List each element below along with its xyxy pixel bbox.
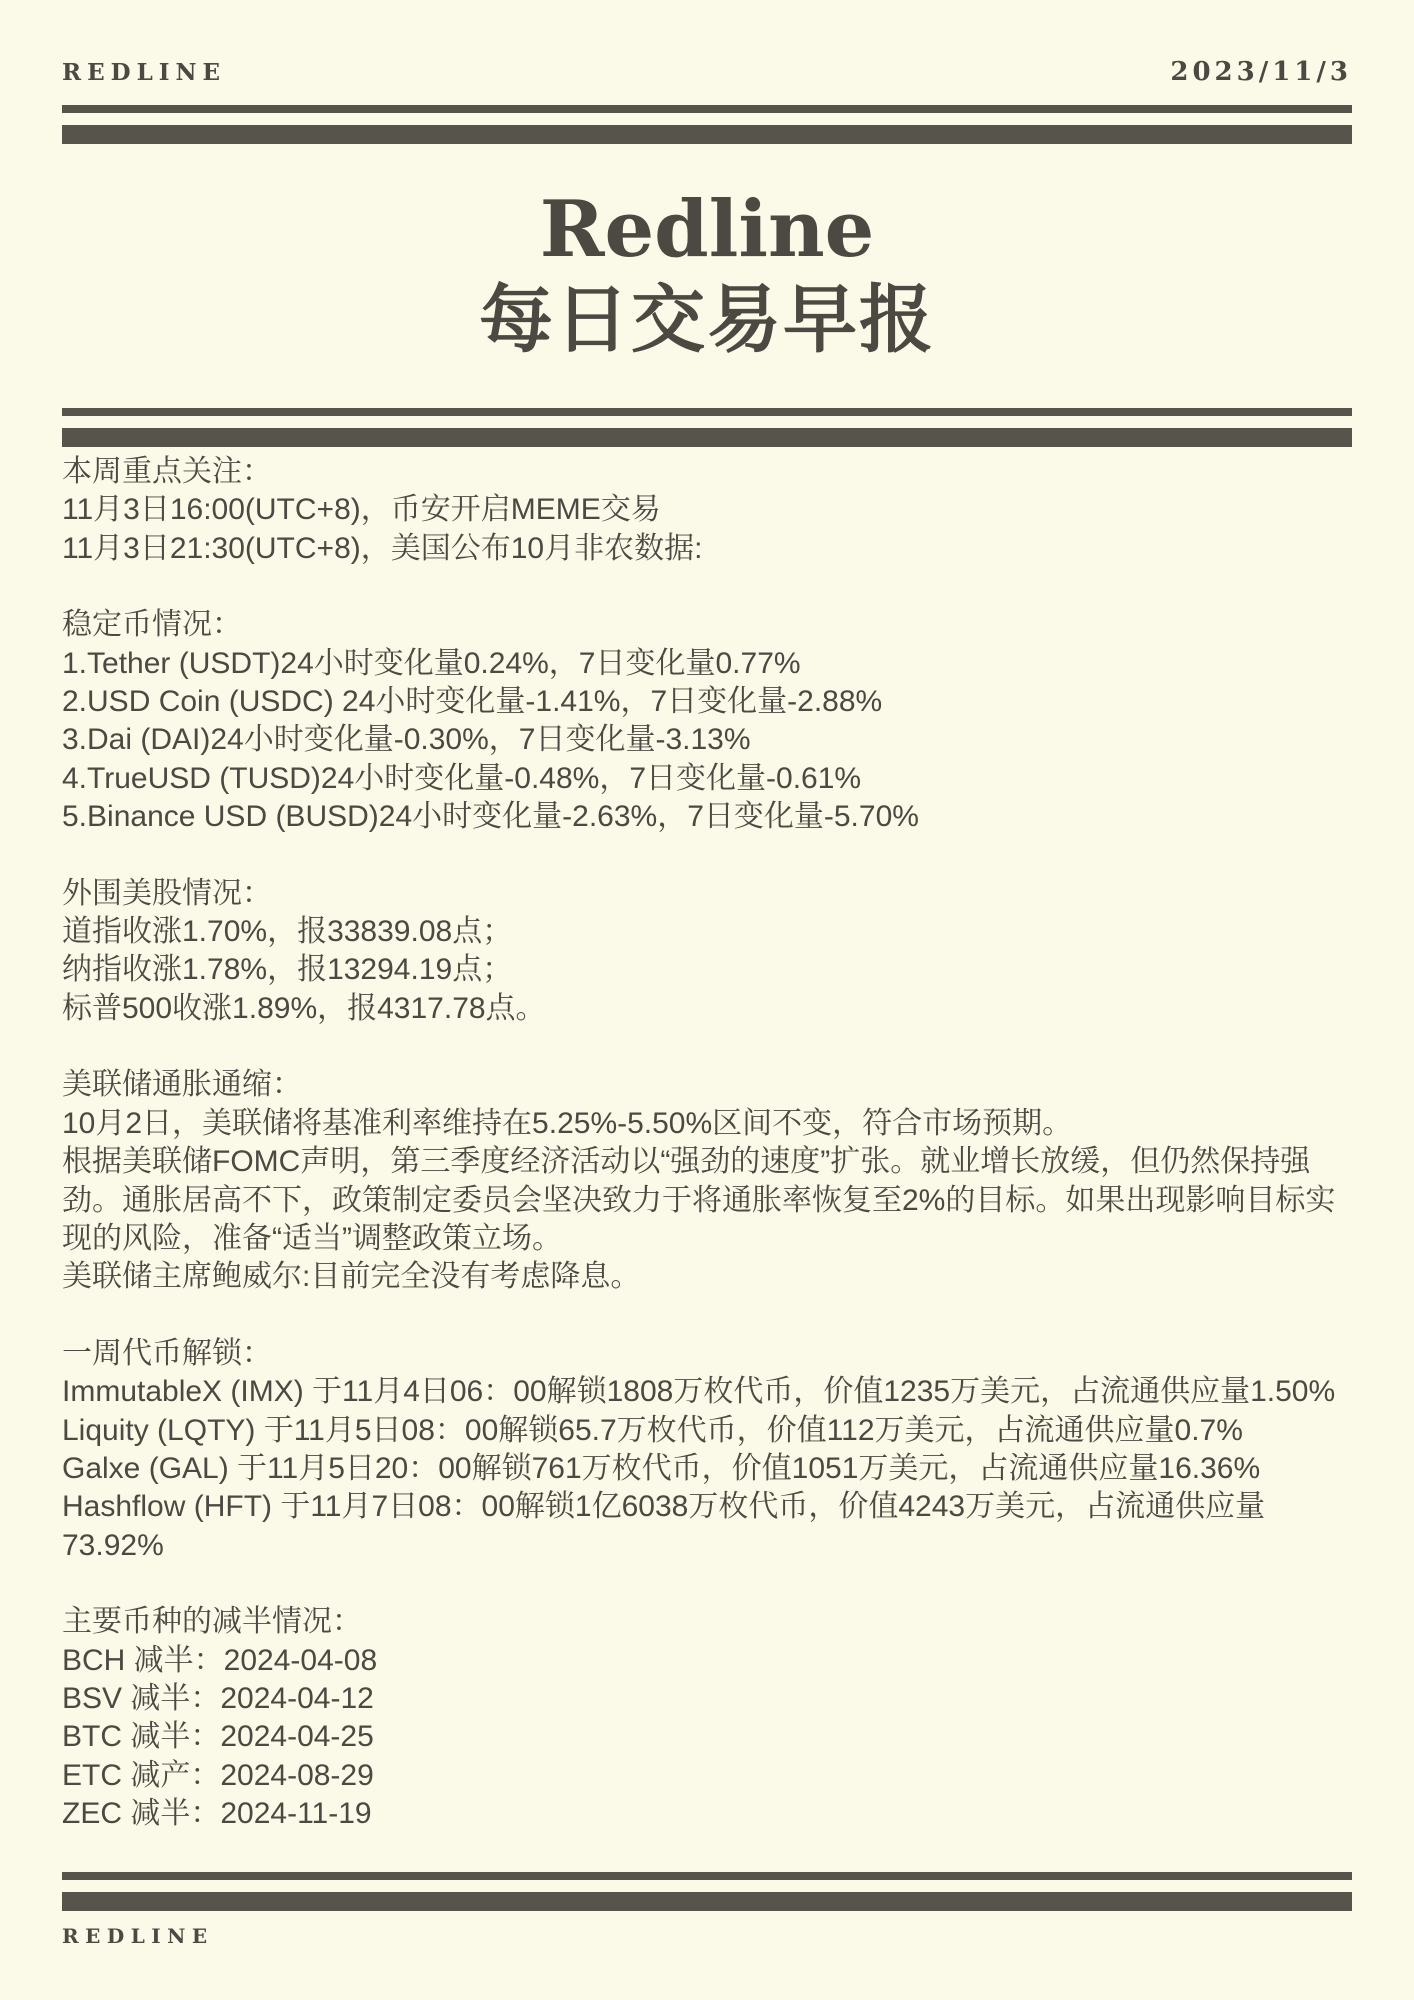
section-line: 1.Tether (USDT)24小时变化量0.24%，7日变化量0.77% bbox=[62, 646, 801, 680]
section-line: 5.Binance USD (BUSD)24小时变化量-2.63%，7日变化量-5.70% bbox=[62, 800, 919, 834]
footer-brand: REDLINE bbox=[62, 1923, 214, 1948]
divider-bottom-thick bbox=[62, 1892, 1352, 1911]
masthead-brand: REDLINE bbox=[62, 59, 227, 86]
section-line: 4.TrueUSD (TUSD)24小时变化量-0.48%，7日变化量-0.61% bbox=[62, 761, 862, 795]
section-heading: 美联储通胀通缩： bbox=[62, 1068, 302, 1102]
section-stablecoins bbox=[62, 606, 1352, 836]
section-line: Hashflow (HFT) 于11月7日08：00解锁1亿6038万枚代币，价值4243万美元，占流通供应量73.92% bbox=[62, 1490, 1266, 1562]
section-line: 标普500收涨1.89%，报4317.78点。 bbox=[62, 991, 546, 1025]
section-heading: 外围美股情况： bbox=[62, 876, 272, 910]
section-line: ETC 减产：2024-08-29 bbox=[62, 1758, 374, 1792]
section-line: ImmutableX (IMX) 于11月4日06：00解锁1808万枚代币，价值1235万美元，占流通供应量1.50% bbox=[62, 1375, 1336, 1409]
section-token-unlocks bbox=[62, 1335, 1352, 1565]
divider-mid-thin bbox=[62, 408, 1352, 416]
section-line: Galxe (GAL) 于11月5日20：00解锁761万枚代币，价值1051万美元，占流通供应量16.36% bbox=[62, 1451, 1261, 1485]
divider-top-thin bbox=[62, 105, 1352, 113]
section-line: 11月3日21:30(UTC+8)，美国公布10月非农数据: bbox=[62, 531, 703, 565]
section-line: BCH 减半：2024-04-08 bbox=[62, 1643, 378, 1677]
report-body bbox=[62, 453, 1352, 1834]
section-heading: 主要币种的减半情况： bbox=[62, 1605, 362, 1639]
section-halvings bbox=[62, 1603, 1352, 1833]
section-line: Liquity (LQTY) 于11月5日08：00解锁65.7万枚代币，价值112万美元，占流通供应量0.7% bbox=[62, 1413, 1243, 1447]
section-line: 2.USD Coin (USDC) 24小时变化量-1.41%，7日变化量-2.88% bbox=[62, 685, 883, 719]
section-line: 道指收涨1.70%，报33839.08点； bbox=[62, 915, 513, 949]
section-fed-inflation bbox=[62, 1066, 1352, 1296]
section-heading: 本周重点关注： bbox=[62, 455, 272, 488]
section-us-stocks bbox=[62, 875, 1352, 1029]
divider-mid-thick bbox=[62, 428, 1352, 447]
issue-date: 2023/11/3 bbox=[1170, 57, 1352, 87]
section-line: 10月2日，美联储将基准利率维持在5.25%-5.50%区间不变，符合市场预期。 bbox=[62, 1106, 1073, 1140]
section-line: 3.Dai (DAI)24小时变化量-0.30%，7日变化量-3.13% bbox=[62, 723, 751, 757]
section-line: 根据美联储FOMC声明，第三季度经济活动以“强劲的速度”扩张。就业增长放缓，但仍然保持强劲。通胀居高不下，政策制定委员会坚决致力于将通胀率恢复至2%的目标。如果出现影响目标实现的风险，准备“适当”调整政策立场。 bbox=[62, 1145, 1336, 1255]
section-line: ZEC 减半：2024-11-19 bbox=[62, 1797, 372, 1831]
section-line: BTC 减半：2024-04-25 bbox=[62, 1720, 374, 1754]
divider-top-thick bbox=[62, 125, 1352, 144]
title-english: Redline bbox=[539, 184, 875, 275]
section-weekly-focus bbox=[62, 453, 1352, 568]
section-line: 11月3日16:00(UTC+8)，币安开启MEME交易 bbox=[62, 493, 661, 527]
section-line: 美联储主席鲍威尔:目前完全没有考虑降息。 bbox=[62, 1260, 641, 1294]
section-heading: 一周代币解锁： bbox=[62, 1336, 272, 1370]
section-heading: 稳定币情况： bbox=[62, 608, 242, 642]
section-line: BSV 减半：2024-04-12 bbox=[62, 1681, 374, 1715]
page-footer bbox=[62, 1923, 1352, 1949]
divider-bottom-thin bbox=[62, 1872, 1352, 1880]
masthead bbox=[62, 56, 1352, 89]
title-chinese: 每日交易早报 bbox=[479, 278, 935, 361]
section-line: 纳指收涨1.78%，报13294.19点； bbox=[62, 953, 513, 987]
